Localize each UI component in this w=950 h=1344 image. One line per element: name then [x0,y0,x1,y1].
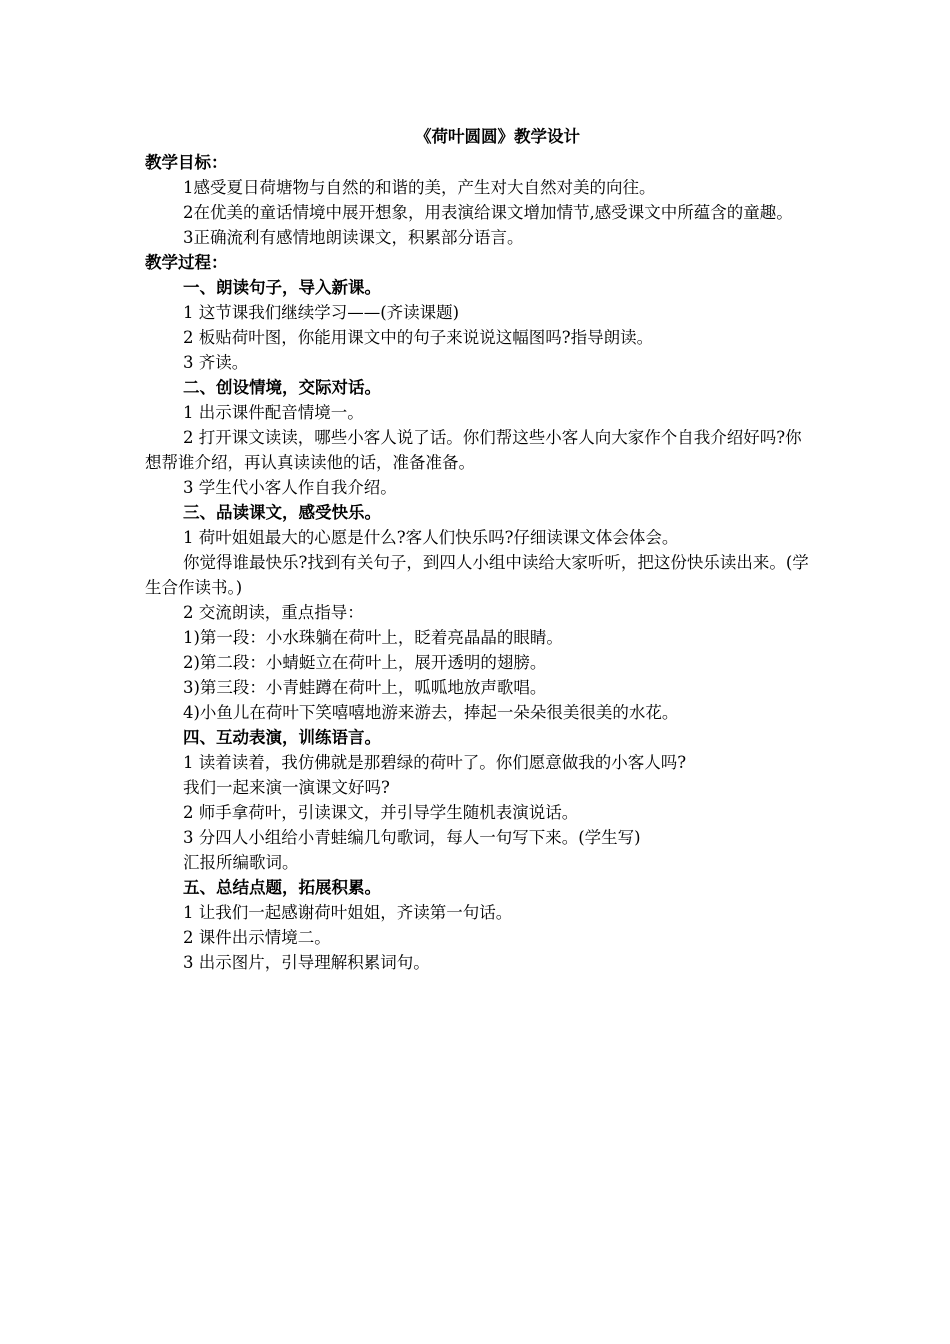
section-title-3: 三、品读课文，感受快乐。 [183,503,381,522]
step-item: 2 课件出示情境二。 [183,928,331,947]
step-item: 1)第一段：小水珠躺在荷叶上，眨着亮晶晶的眼睛。 [183,628,563,647]
document-title: 《荷叶圆圆》教学设计 [415,127,580,146]
step-item: 1 让我们一起感谢荷叶姐姐，齐读第一句话。 [183,903,513,922]
step-item: 3 分四人小组给小青蛙编几句歌词，每人一句写下来。(学生写) [183,828,641,847]
step-item: 3)第三段：小青蛙蹲在荷叶上，呱呱地放声歌唱。 [183,678,547,697]
section-title-1: 一、朗读句子，导入新课。 [183,278,381,297]
step-item: 2 交流朗读，重点指导： [183,603,364,622]
step-item: 3 学生代小客人作自我介绍。 [183,478,397,497]
goals-heading: 教学目标： [145,153,228,172]
goal-item: 2在优美的童话情境中展开想象，用表演给课文增加情节,感受课文中所蕴含的童趣。 [183,203,793,222]
step-item: 3 齐读。 [183,353,249,372]
step-item: 2)第二段：小蜻蜓立在荷叶上，展开透明的翅膀。 [183,653,547,672]
step-item: 4)小鱼儿在荷叶下笑嘻嘻地游来游去，捧起一朵朵很美很美的水花。 [183,703,679,722]
section-title-4: 四、互动表演，训练语言。 [183,728,381,747]
process-heading: 教学过程： [145,253,228,272]
step-item: 1 荷叶姐姐最大的心愿是什么?客人们快乐吗?仔细读课文体会体会。 [183,528,679,547]
section-title-5: 五、总结点题，拓展积累。 [183,878,381,897]
goal-item: 3正确流利有感情地朗读课文，积累部分语言。 [183,228,524,247]
step-item: 你觉得谁最快乐?找到有关句子，到四人小组中读给大家听听，把这份快乐读出来。(学生合作读书。) [145,553,809,597]
step-item: 汇报所编歌词。 [183,853,299,872]
step-item: 1 这节课我们继续学习——(齐读课题) [183,303,460,322]
step-item: 1 出示课件配音情境一。 [183,403,364,422]
step-item: 3 出示图片，引导理解积累词句。 [183,953,430,972]
step-item: 2 师手拿荷叶，引读课文，并引导学生随机表演说话。 [183,803,579,822]
goal-item: 1感受夏日荷塘物与自然的和谐的美，产生对大自然对美的向往。 [183,178,656,197]
step-item: 2 板贴荷叶图，你能用课文中的句子来说说这幅图吗?指导朗读。 [183,328,654,347]
document-page [145,124,810,975]
section-title-2: 二、创设情境，交际对话。 [183,378,381,397]
step-item: 我们一起来演一演课文好吗? [183,778,390,797]
step-item: 2 打开课文读读，哪些小客人说了话。你们帮这些小客人向大家作个自我介绍好吗?你想帮谁介绍，再认真读读他的话，准备准备。 [145,428,802,472]
step-item: 1 读着读着，我仿佛就是那碧绿的荷叶了。你们愿意做我的小客人吗? [183,753,687,772]
